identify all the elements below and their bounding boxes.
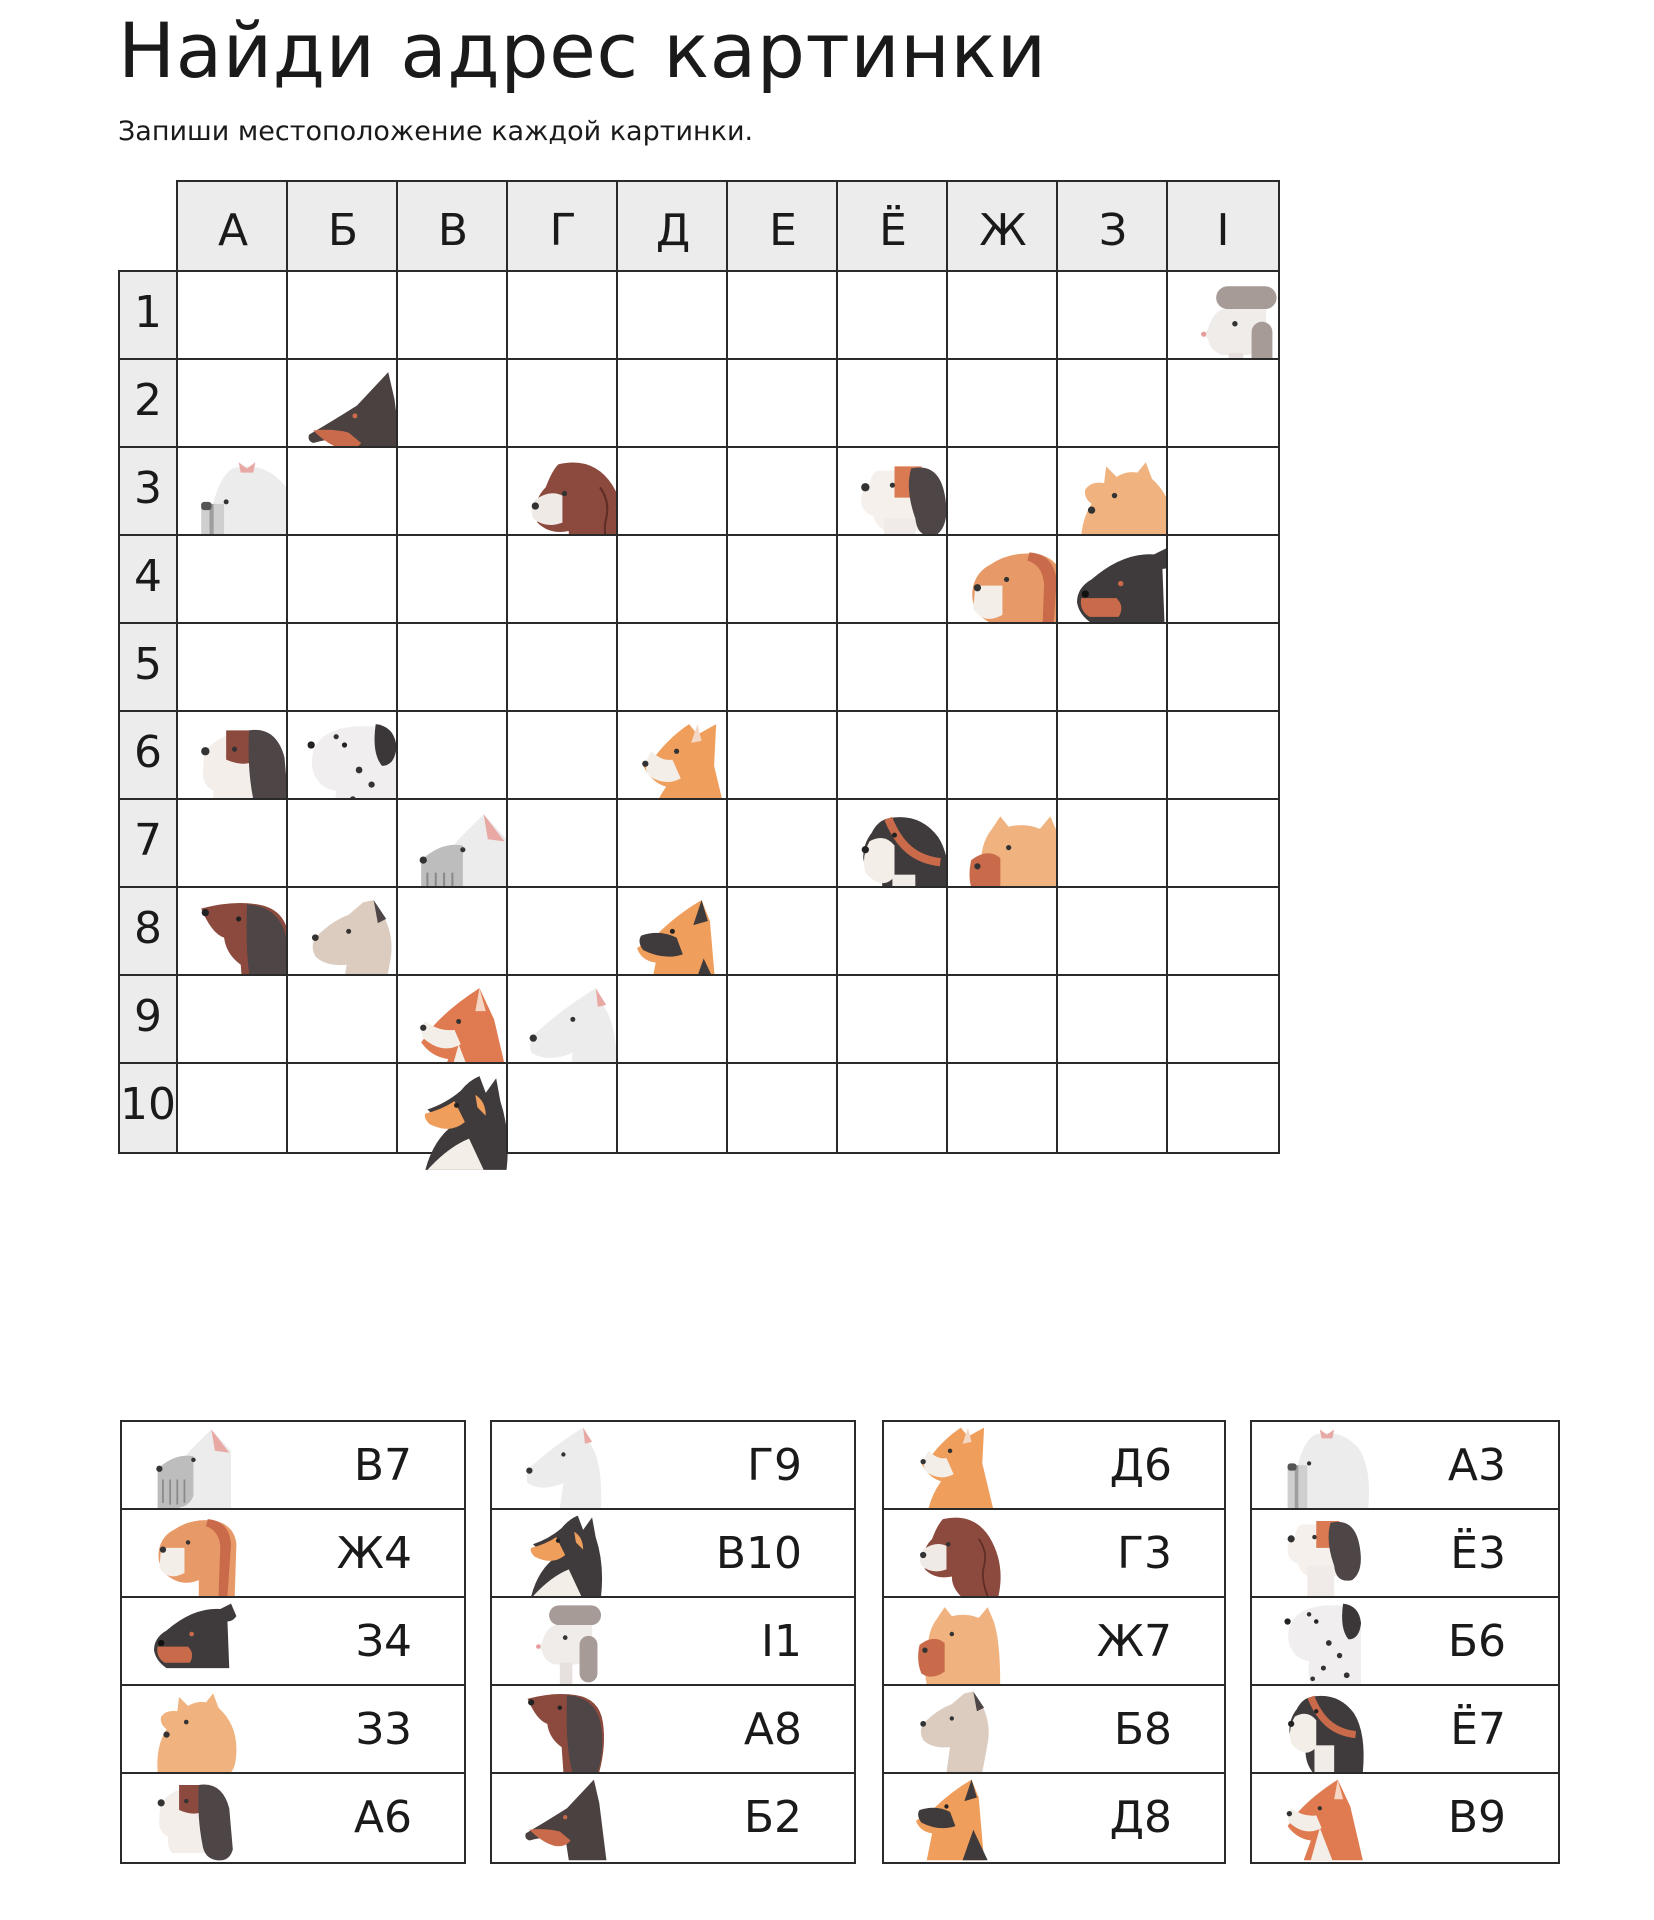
grid-cell [1056,886,1170,978]
answer-key-row [882,1772,1226,1864]
grid-cell-picture [176,886,290,978]
answer-key-label: А3 [1447,1440,1506,1491]
boxer-icon [152,1512,242,1598]
grid-cell [176,358,290,450]
grid-cell [1056,798,1170,890]
answer-key-label: В9 [1447,1792,1506,1843]
grid-cell [506,886,620,978]
answer-key-row [120,1684,466,1776]
row-header: 3 [118,446,178,538]
collie-icon [522,1512,612,1598]
grid-cell [286,270,400,362]
grid-cell [1056,1062,1170,1154]
grid-cell [726,534,840,626]
answer-key-row [490,1508,856,1600]
grid-cell [616,1062,730,1154]
answer-key-label: І1 [761,1616,802,1667]
answer-key-row [490,1684,856,1776]
grid-cell [286,446,400,538]
grid-cell-picture [176,710,290,802]
answer-key-label: В7 [353,1440,412,1491]
grid-cell-picture [946,534,1060,626]
grid-cell [946,446,1060,538]
grid-cell [836,710,950,802]
grid-cell [836,886,950,978]
grid-cell [396,358,510,450]
grid-cell [726,270,840,362]
dalmatian-icon [1282,1600,1372,1686]
grid-cell [286,622,400,714]
answer-key-label: Д6 [1109,1440,1172,1491]
grid-cell [176,534,290,626]
shepherd-icon [914,1776,1004,1862]
grid-cell [1166,446,1280,538]
answer-key-label: Г3 [1117,1528,1172,1579]
schnauzer-icon [152,1424,242,1510]
grid-cell [946,710,1060,802]
answer-key-row [490,1420,856,1512]
shiba-icon [1282,1776,1372,1862]
grid-cell [946,886,1060,978]
page-subtitle: Запиши местоположение каждой картинки. [118,116,754,147]
answer-key-row [1250,1684,1560,1776]
grid-cell [506,270,620,362]
grid-cell [1166,1062,1280,1154]
grid-cell-picture [286,710,400,802]
grid-cell [836,534,950,626]
answer-key-row [120,1508,466,1600]
column-header: З [1056,180,1170,272]
doberman-icon [522,1776,612,1862]
answer-key-row [1250,1596,1560,1688]
grid-cell [1056,974,1170,1066]
grid-cell-picture [396,1062,510,1154]
grid-cell-picture [616,886,730,978]
answer-key-label: В10 [715,1528,802,1579]
grid-cell-picture [1166,270,1280,362]
grid-cell [946,1062,1060,1154]
row-header: 5 [118,622,178,714]
answer-key-label: Ё7 [1450,1704,1506,1755]
bernese-icon [1282,1688,1372,1774]
grid-cell [176,974,290,1066]
answer-key-row [1250,1508,1560,1600]
grid-cell [1056,270,1170,362]
grid-cell [616,446,730,538]
grid-cell [176,1062,290,1154]
answer-key-label: Ж7 [1096,1616,1172,1667]
column-header: Б [286,180,400,272]
grid-cell-picture [1056,534,1170,626]
grid-cell-picture [946,798,1060,890]
answer-key-label: Ж4 [336,1528,412,1579]
grid-cell-picture [286,886,400,978]
grid-cell [286,1062,400,1154]
grid-cell [836,270,950,362]
answer-key-row [120,1772,466,1864]
grid-cell [946,358,1060,450]
grid-cell [946,622,1060,714]
grid-cell [1166,886,1280,978]
grid-cell [506,622,620,714]
grid-cell [836,358,950,450]
basset-icon [152,1776,242,1862]
grid-cell-picture [836,446,950,538]
answer-key-label: А8 [743,1704,802,1755]
grid-cell [726,446,840,538]
grid-cell [726,358,840,450]
column-header: Г [506,180,620,272]
answer-key-row [1250,1420,1560,1512]
grid-cell [396,270,510,362]
grid-cell [616,358,730,450]
grid-cell [396,886,510,978]
column-header: І [1166,180,1280,272]
grid-cell [726,1062,840,1154]
grid-cell [726,710,840,802]
grid-cell-picture [396,798,510,890]
answer-key-row [120,1420,466,1512]
grid-cell [176,798,290,890]
answer-key-label: Д8 [1109,1792,1172,1843]
grid-cell [1166,798,1280,890]
grid-cell [1166,358,1280,450]
grid-cell [1166,534,1280,626]
grid-cell [506,358,620,450]
grid-cell-picture [176,446,290,538]
grid-cell [616,270,730,362]
row-header: 4 [118,534,178,626]
column-header: Ж [946,180,1060,272]
grid-cell [836,1062,950,1154]
column-header: А [176,180,290,272]
dachshund-icon [522,1688,612,1774]
answer-key-row [882,1596,1226,1688]
spaniel-icon [914,1512,1004,1598]
bullterrier-icon [522,1424,612,1510]
grid-cell [506,1062,620,1154]
grid-cell [726,886,840,978]
greatdane-icon [914,1688,1004,1774]
maltese-icon [1282,1424,1372,1510]
row-header: 1 [118,270,178,362]
answer-key-row [882,1684,1226,1776]
grid-cell [726,974,840,1066]
grid-cell [506,534,620,626]
poodle-icon [522,1600,612,1686]
grid-cell-picture [286,358,400,450]
grid-cell [616,534,730,626]
answer-key-label: З3 [355,1704,412,1755]
grid-cell-picture [1056,446,1170,538]
coordinate-grid [118,180,1558,1395]
grid-cell [396,622,510,714]
grid-cell [836,622,950,714]
grid-cell [1166,710,1280,802]
grid-cell [396,710,510,802]
column-header: Ё [836,180,950,272]
answer-key-label: З4 [355,1616,412,1667]
grid-cell [286,534,400,626]
grid-cell [506,710,620,802]
row-header: 6 [118,710,178,802]
beagle-icon [1282,1512,1372,1598]
grid-cell [396,446,510,538]
answer-key-label: Ё3 [1450,1528,1506,1579]
grid-cell [616,798,730,890]
grid-cell-picture [396,974,510,1066]
column-header: Д [616,180,730,272]
grid-cell [286,798,400,890]
pomeranian-icon [152,1688,242,1774]
grid-cell [946,974,1060,1066]
row-header: 9 [118,974,178,1066]
grid-cell [1056,710,1170,802]
grid-cell [616,622,730,714]
grid-cell [1166,974,1280,1066]
page-title: Найди адрес картинки [118,6,1047,95]
answer-key-label: Б2 [743,1792,802,1843]
answer-key-row [490,1772,856,1864]
grid-cell [286,974,400,1066]
answer-key-label: Б8 [1113,1704,1172,1755]
answer-key-row [882,1508,1226,1600]
grid-cell [1056,622,1170,714]
row-header: 8 [118,886,178,978]
grid-cell-picture [506,446,620,538]
grid-cell [1056,358,1170,450]
grid-cell [1166,622,1280,714]
column-header: В [396,180,510,272]
corgi-icon [914,1424,1004,1510]
grid-cell [836,974,950,1066]
column-header: Е [726,180,840,272]
grid-cell-picture [836,798,950,890]
row-header: 2 [118,358,178,450]
grid-cell [726,622,840,714]
answer-key-row [490,1596,856,1688]
answer-key-row [1250,1772,1560,1864]
grid-cell-picture [616,710,730,802]
grid-cell [946,270,1060,362]
grid-cell-picture [506,974,620,1066]
row-header: 10 [118,1062,178,1154]
answer-key-row [120,1596,466,1688]
chow-icon [914,1600,1004,1686]
row-header: 7 [118,798,178,890]
answer-key-label: Б6 [1447,1616,1506,1667]
answer-key-row [882,1420,1226,1512]
grid-cell [616,974,730,1066]
grid-cell [396,534,510,626]
grid-cell [726,798,840,890]
grid-cell [176,622,290,714]
rottweiler-icon [152,1600,242,1686]
grid-cell [506,798,620,890]
answer-key-label: А6 [353,1792,412,1843]
grid-cell [176,270,290,362]
answer-key-label: Г9 [747,1440,802,1491]
